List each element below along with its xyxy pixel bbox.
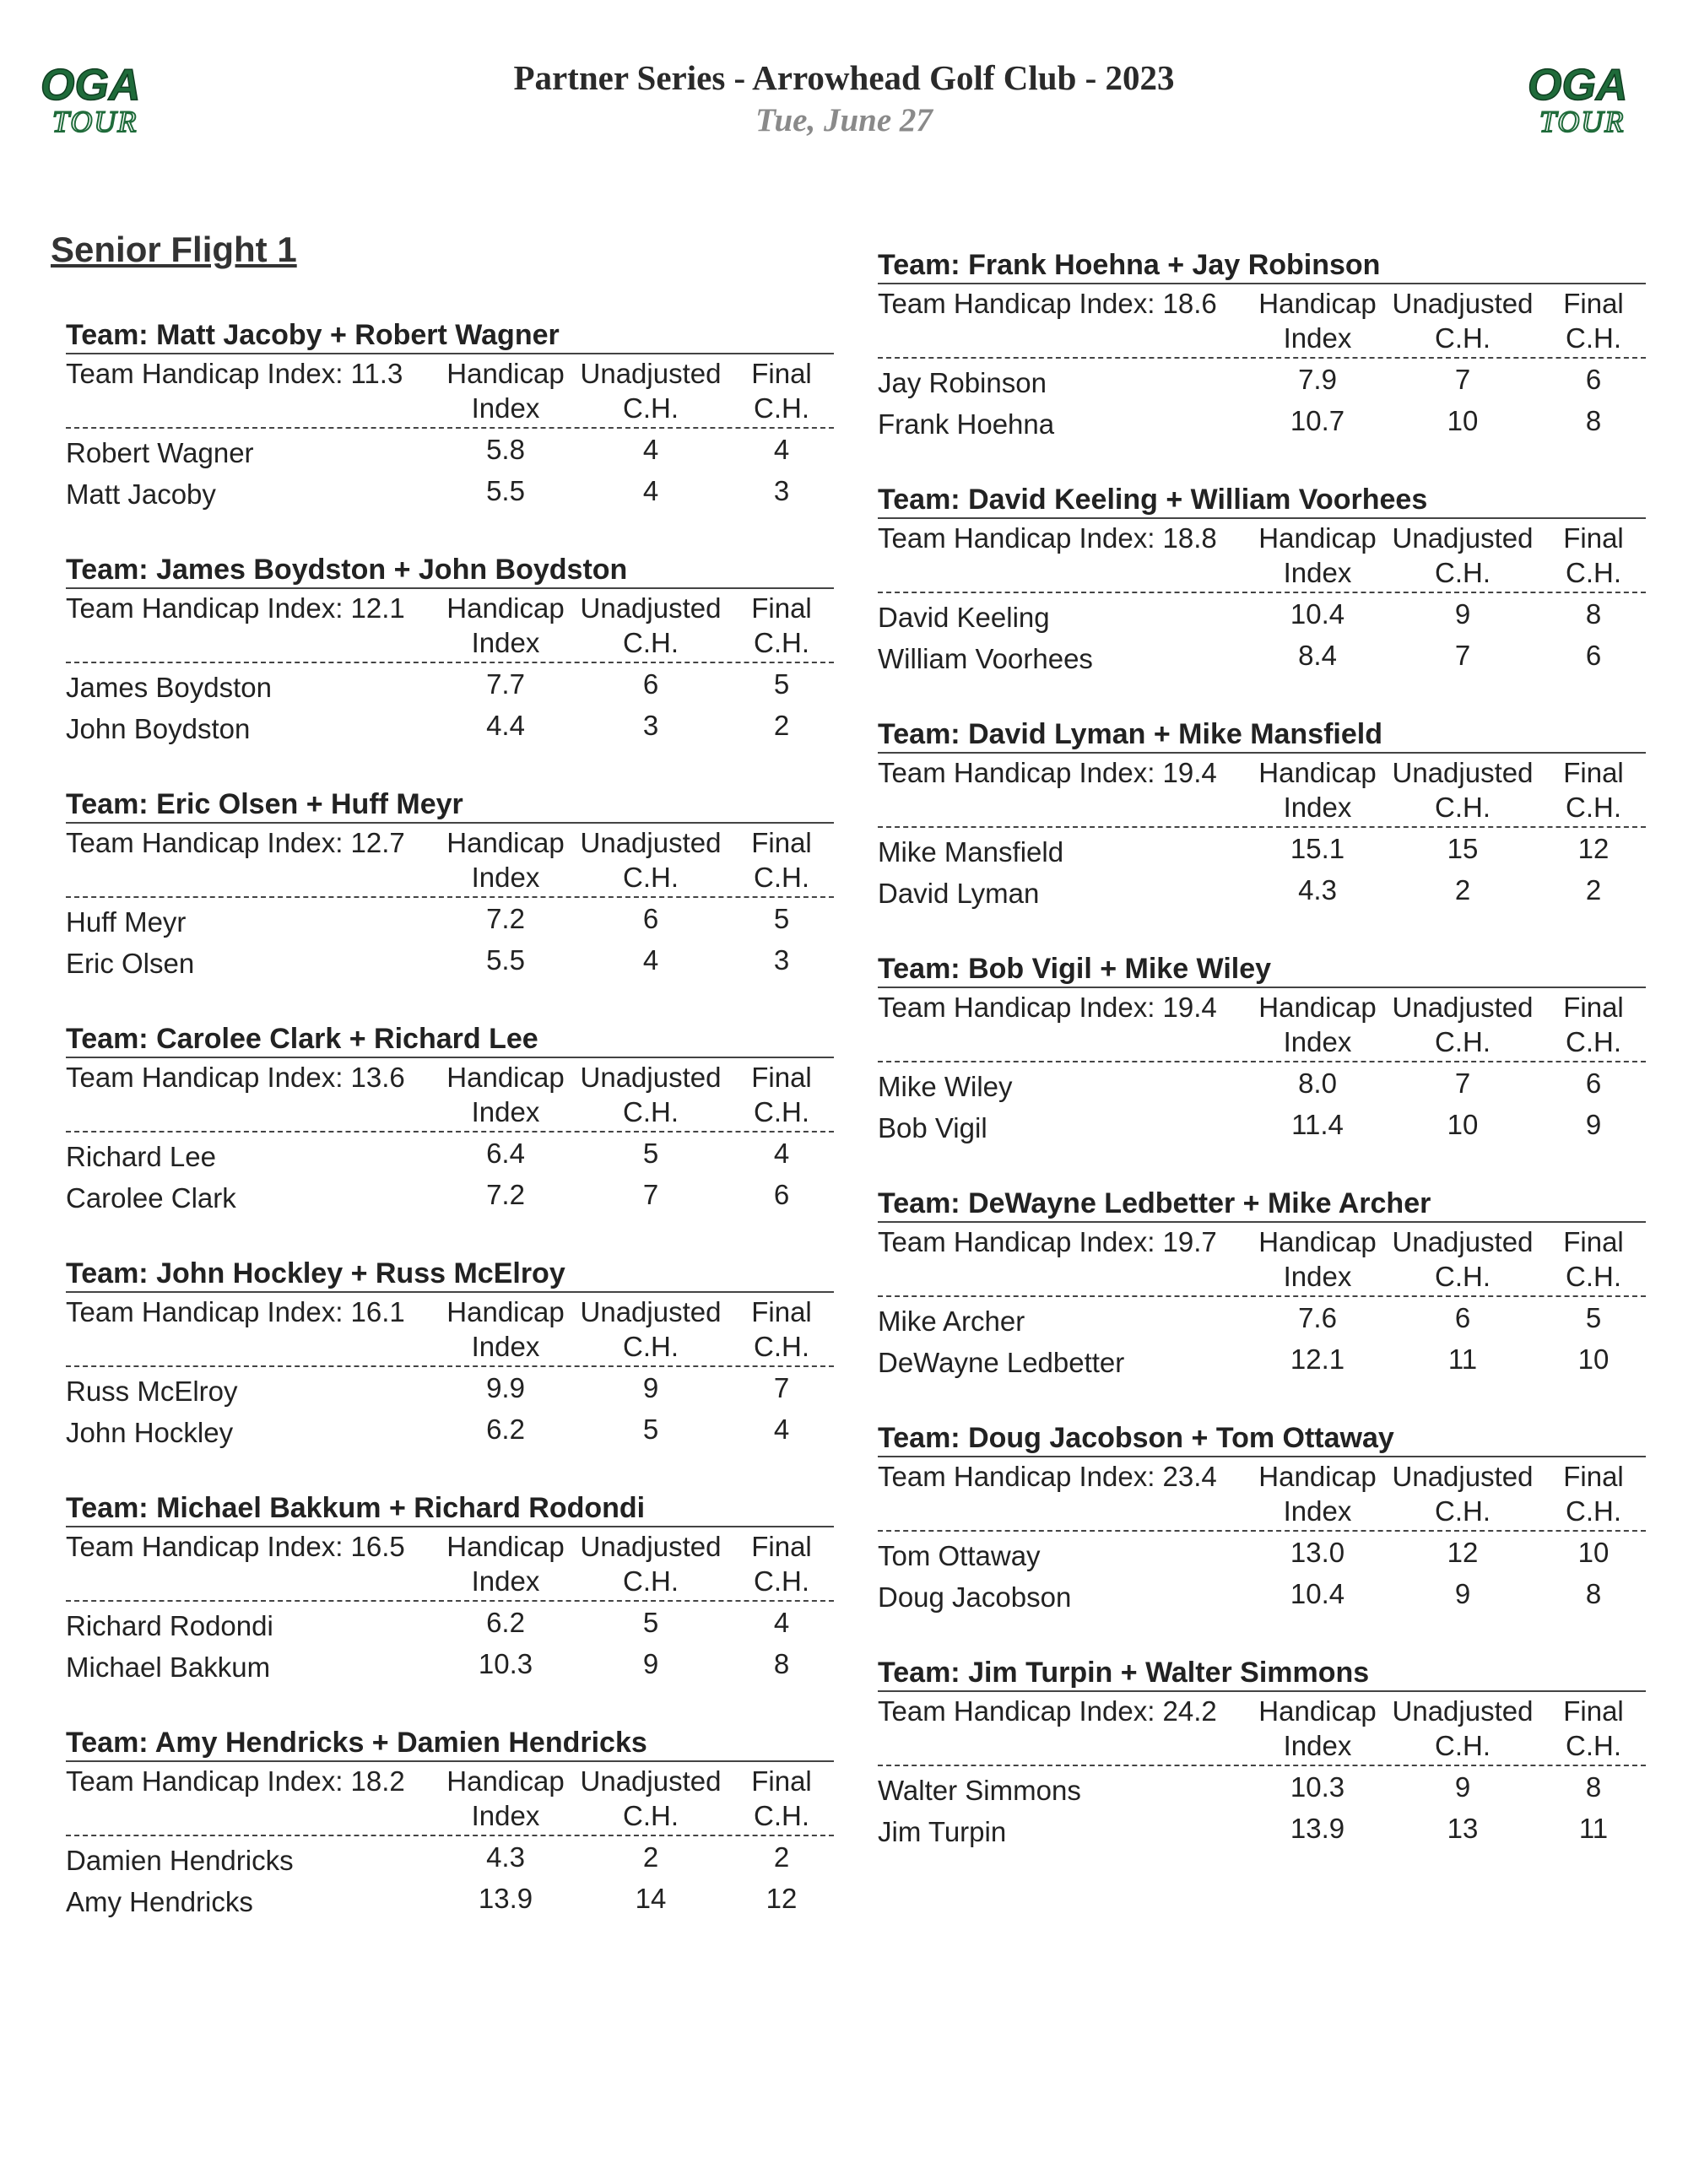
player-unadjusted-ch: 15: [1447, 833, 1479, 864]
player-handicap-index: 4.4: [486, 710, 525, 741]
col-header-final-ch: Final C.H.: [751, 1531, 812, 1597]
player-unadjusted-ch: 12: [1447, 1537, 1479, 1568]
player-final-ch: 11: [1578, 1813, 1609, 1844]
team-header-row: [66, 824, 834, 898]
team-header-row: [66, 1762, 834, 1836]
team-name: Team: Doug Jacobson + Tom Ottaway: [878, 1420, 1646, 1457]
col-header-handicap-index: Handicap Index: [1258, 757, 1377, 823]
player-unadjusted-ch: 10: [1447, 1109, 1479, 1140]
player-row: [66, 898, 834, 939]
player-row: [66, 1133, 834, 1174]
player-name: Michael Bakkum: [66, 1652, 271, 1683]
flight-title: Senior Flight 1: [51, 230, 297, 269]
col-header-unadjusted-ch: Unadjusted C.H.: [1392, 1461, 1534, 1527]
player-handicap-index: 10.7: [1290, 405, 1345, 436]
player-name: Mike Archer: [878, 1306, 1025, 1337]
team-header-row: [66, 1293, 834, 1367]
team-block: [878, 247, 1646, 482]
team-header-row: [66, 1527, 834, 1602]
player-name: Frank Hoehna: [878, 408, 1055, 440]
player-handicap-index: 13.9: [1290, 1813, 1345, 1844]
player-final-ch: 12: [1577, 833, 1610, 864]
col-header-handicap-index: Handicap Index: [1258, 522, 1377, 588]
player-unadjusted-ch: 10: [1447, 405, 1479, 436]
player-name: John Hockley: [66, 1417, 234, 1448]
player-unadjusted-ch: 4: [642, 434, 659, 465]
col-header-unadjusted-ch: Unadjusted C.H.: [580, 827, 722, 893]
player-unadjusted-ch: 4: [642, 944, 659, 976]
player-name: Jay Robinson: [878, 367, 1047, 398]
team-handicap-index: Team Handicap Index: 11.3: [66, 358, 403, 389]
col-header-final-ch: Final C.H.: [1563, 288, 1624, 354]
player-handicap-index: 15.1: [1290, 833, 1345, 864]
col-header-final-ch: Final C.H.: [751, 1062, 812, 1127]
col-header-unadjusted-ch: Unadjusted C.H.: [1392, 1695, 1534, 1761]
player-final-ch: 8: [1585, 598, 1602, 630]
player-final-ch: 4: [773, 1138, 790, 1169]
team-header-row: [878, 284, 1646, 359]
col-header-handicap-index: Handicap Index: [446, 592, 565, 658]
player-row: [878, 635, 1646, 676]
col-header-unadjusted-ch: Unadjusted C.H.: [580, 1531, 722, 1597]
player-unadjusted-ch: 9: [642, 1648, 659, 1679]
player-handicap-index: 8.0: [1298, 1068, 1337, 1099]
team-block: [878, 482, 1646, 716]
team-handicap-index: Team Handicap Index: 12.7: [66, 827, 405, 858]
col-header-handicap-index: Handicap Index: [1258, 288, 1377, 354]
team-handicap-index: Team Handicap Index: 16.5: [66, 1531, 405, 1562]
player-row: [878, 1573, 1646, 1614]
player-final-ch: 12: [766, 1883, 798, 1914]
player-unadjusted-ch: 9: [642, 1372, 659, 1403]
team-name: Team: James Boydston + John Boydston: [66, 552, 834, 589]
player-handicap-index: 9.9: [486, 1372, 525, 1403]
player-name: James Boydston: [66, 672, 272, 703]
team-handicap-index: Team Handicap Index: 19.4: [878, 757, 1217, 788]
player-final-ch: 8: [1585, 1578, 1602, 1609]
col-header-final-ch: Final C.H.: [1563, 757, 1624, 823]
team-handicap-index: Team Handicap Index: 18.2: [66, 1765, 405, 1797]
col-header-handicap-index: Handicap Index: [446, 827, 565, 893]
player-name: Carolee Clark: [66, 1182, 236, 1214]
player-handicap-index: 10.4: [1290, 598, 1345, 630]
team-block: [66, 1725, 834, 1960]
col-header-unadjusted-ch: Unadjusted C.H.: [1392, 288, 1534, 354]
player-final-ch: 8: [1585, 405, 1602, 436]
team-name: Team: Eric Olsen + Huff Meyr: [66, 787, 834, 824]
player-final-ch: 5: [1585, 1302, 1602, 1333]
right-column: [878, 247, 1646, 1889]
player-name: DeWayne Ledbetter: [878, 1347, 1125, 1378]
team-header-row: [66, 354, 834, 429]
team-header-row: [878, 519, 1646, 593]
player-row: [66, 1602, 834, 1643]
team-name: Team: Carolee Clark + Richard Lee: [66, 1021, 834, 1058]
player-row: [878, 1104, 1646, 1145]
col-header-unadjusted-ch: Unadjusted C.H.: [580, 592, 722, 658]
player-name: Mike Mansfield: [878, 836, 1064, 868]
player-name: Robert Wagner: [66, 437, 254, 468]
col-header-final-ch: Final C.H.: [751, 1765, 812, 1831]
player-unadjusted-ch: 4: [642, 475, 659, 506]
player-row: [66, 663, 834, 705]
col-header-final-ch: Final C.H.: [1563, 1695, 1624, 1761]
team-name: Team: John Hockley + Russ McElroy: [66, 1256, 834, 1293]
team-name: Team: David Lyman + Mike Mansfield: [878, 716, 1646, 754]
player-row: [66, 1836, 834, 1878]
player-name: Damien Hendricks: [66, 1845, 294, 1876]
col-header-unadjusted-ch: Unadjusted C.H.: [1392, 1226, 1534, 1292]
player-final-ch: 5: [773, 903, 790, 934]
player-row: [66, 1174, 834, 1215]
player-handicap-index: 13.9: [478, 1883, 533, 1914]
player-unadjusted-ch: 11: [1447, 1343, 1478, 1375]
player-final-ch: 7: [773, 1372, 790, 1403]
player-name: Richard Lee: [66, 1141, 216, 1172]
player-row: [66, 1408, 834, 1450]
team-block: [66, 787, 834, 1021]
team-handicap-index: Team Handicap Index: 23.4: [878, 1461, 1217, 1492]
team-handicap-index: Team Handicap Index: 13.6: [66, 1062, 405, 1093]
team-block: [878, 716, 1646, 951]
player-unadjusted-ch: 13: [1447, 1813, 1479, 1844]
team-handicap-index: Team Handicap Index: 12.1: [66, 592, 405, 624]
col-header-final-ch: Final C.H.: [751, 358, 812, 424]
team-header-row: [66, 589, 834, 663]
col-header-handicap-index: Handicap Index: [446, 358, 565, 424]
player-handicap-index: 7.9: [1298, 364, 1337, 395]
player-name: Richard Rodondi: [66, 1610, 273, 1641]
team-header-row: [878, 1223, 1646, 1297]
col-header-handicap-index: Handicap Index: [446, 1531, 565, 1597]
player-row: [66, 939, 834, 981]
player-handicap-index: 7.6: [1298, 1302, 1337, 1333]
player-handicap-index: 6.2: [486, 1414, 525, 1445]
player-handicap-index: 4.3: [1298, 874, 1337, 905]
player-row: [878, 593, 1646, 635]
team-block: [878, 1420, 1646, 1655]
player-final-ch: 8: [773, 1648, 790, 1679]
col-header-unadjusted-ch: Unadjusted C.H.: [1392, 757, 1534, 823]
team-handicap-index: Team Handicap Index: 24.2: [878, 1695, 1217, 1727]
player-unadjusted-ch: 3: [642, 710, 659, 741]
player-final-ch: 4: [773, 434, 790, 465]
player-name: John Boydston: [66, 713, 251, 744]
player-unadjusted-ch: 5: [642, 1607, 659, 1638]
player-row: [66, 1878, 834, 1919]
player-handicap-index: 5.5: [486, 475, 525, 506]
player-unadjusted-ch: 6: [642, 668, 659, 700]
player-unadjusted-ch: 9: [1454, 598, 1471, 630]
col-header-final-ch: Final C.H.: [1563, 992, 1624, 1057]
player-final-ch: 9: [1585, 1109, 1602, 1140]
player-unadjusted-ch: 7: [642, 1179, 659, 1210]
player-final-ch: 6: [773, 1179, 790, 1210]
team-handicap-index: Team Handicap Index: 19.4: [878, 992, 1217, 1023]
col-header-handicap-index: Handicap Index: [1258, 1226, 1377, 1292]
player-unadjusted-ch: 6: [642, 903, 659, 934]
col-header-final-ch: Final C.H.: [1563, 522, 1624, 588]
col-header-handicap-index: Handicap Index: [446, 1296, 565, 1362]
team-handicap-index: Team Handicap Index: 18.8: [878, 522, 1217, 554]
player-handicap-index: 13.0: [1290, 1537, 1345, 1568]
player-unadjusted-ch: 7: [1454, 1068, 1471, 1099]
player-row: [66, 1367, 834, 1408]
player-row: [878, 1062, 1646, 1104]
team-block: [66, 1021, 834, 1256]
player-handicap-index: 8.4: [1298, 640, 1337, 671]
player-unadjusted-ch: 9: [1454, 1771, 1471, 1803]
player-final-ch: 6: [1585, 640, 1602, 671]
player-unadjusted-ch: 5: [642, 1414, 659, 1445]
col-header-handicap-index: Handicap Index: [446, 1765, 565, 1831]
left-column: [66, 317, 834, 1960]
logo-text-bottom: TOUR: [52, 105, 138, 138]
player-name: Tom Ottaway: [878, 1540, 1041, 1571]
col-header-unadjusted-ch: Unadjusted C.H.: [580, 358, 722, 424]
player-name: Huff Meyr: [66, 906, 187, 938]
col-header-final-ch: Final C.H.: [751, 592, 812, 658]
team-handicap-index: Team Handicap Index: 18.6: [878, 288, 1217, 319]
player-unadjusted-ch: 2: [642, 1841, 659, 1873]
team-name: Team: Frank Hoehna + Jay Robinson: [878, 247, 1646, 284]
player-unadjusted-ch: 6: [1454, 1302, 1471, 1333]
team-name: Team: David Keeling + William Voorhees: [878, 482, 1646, 519]
player-unadjusted-ch: 9: [1454, 1578, 1471, 1609]
col-header-final-ch: Final C.H.: [1563, 1461, 1624, 1527]
team-name: Team: Bob Vigil + Mike Wiley: [878, 951, 1646, 988]
team-name: Team: DeWayne Ledbetter + Mike Archer: [878, 1186, 1646, 1223]
team-handicap-index: Team Handicap Index: 16.1: [66, 1296, 405, 1327]
team-handicap-index: Team Handicap Index: 19.7: [878, 1226, 1217, 1257]
col-header-final-ch: Final C.H.: [751, 1296, 812, 1362]
player-row: [878, 1808, 1646, 1849]
player-final-ch: 3: [773, 944, 790, 976]
team-header-row: [878, 1692, 1646, 1766]
team-block: [66, 1490, 834, 1725]
player-handicap-index: 4.3: [486, 1841, 525, 1873]
player-name: Matt Jacoby: [66, 478, 216, 510]
player-row: [878, 1297, 1646, 1338]
team-header-row: [66, 1058, 834, 1133]
player-row: [878, 359, 1646, 400]
player-final-ch: 10: [1577, 1343, 1610, 1375]
player-row: [66, 705, 834, 746]
logo-text-top: OGA: [41, 61, 141, 110]
player-final-ch: 5: [773, 668, 790, 700]
player-name: Jim Turpin: [878, 1816, 1007, 1847]
player-unadjusted-ch: 7: [1454, 640, 1471, 671]
team-name: Team: Matt Jacoby + Robert Wagner: [66, 317, 834, 354]
player-name: Eric Olsen: [66, 948, 195, 979]
col-header-handicap-index: Handicap Index: [1258, 1461, 1377, 1527]
player-handicap-index: 6.2: [486, 1607, 525, 1638]
player-unadjusted-ch: 5: [642, 1138, 659, 1169]
player-final-ch: 10: [1577, 1537, 1610, 1568]
player-final-ch: 2: [773, 710, 790, 741]
col-header-unadjusted-ch: Unadjusted C.H.: [1392, 522, 1534, 588]
player-row: [66, 429, 834, 470]
team-block: [66, 1256, 834, 1490]
col-header-unadjusted-ch: Unadjusted C.H.: [580, 1062, 722, 1127]
team-block: [66, 552, 834, 787]
player-handicap-index: 10.4: [1290, 1578, 1345, 1609]
player-handicap-index: 10.3: [1290, 1771, 1345, 1803]
team-name: Team: Amy Hendricks + Damien Hendricks: [66, 1725, 834, 1762]
team-header-row: [878, 1457, 1646, 1532]
player-name: Bob Vigil: [878, 1112, 987, 1143]
player-unadjusted-ch: 2: [1454, 874, 1471, 905]
team-block: [878, 951, 1646, 1186]
player-name: David Keeling: [878, 602, 1050, 633]
player-handicap-index: 7.2: [486, 1179, 525, 1210]
player-handicap-index: 5.8: [486, 434, 525, 465]
player-row: [66, 1643, 834, 1684]
col-header-unadjusted-ch: Unadjusted C.H.: [580, 1765, 722, 1831]
col-header-unadjusted-ch: Unadjusted C.H.: [580, 1296, 722, 1362]
team-block: [878, 1186, 1646, 1420]
player-final-ch: 3: [773, 475, 790, 506]
logo-text-bottom: TOUR: [1539, 105, 1626, 138]
player-final-ch: 2: [1585, 874, 1602, 905]
player-handicap-index: 7.2: [486, 903, 525, 934]
col-header-handicap-index: Handicap Index: [1258, 1695, 1377, 1761]
team-block: [878, 1655, 1646, 1889]
col-header-unadjusted-ch: Unadjusted C.H.: [1392, 992, 1534, 1057]
col-header-handicap-index: Handicap Index: [1258, 992, 1377, 1057]
col-header-final-ch: Final C.H.: [751, 827, 812, 893]
player-handicap-index: 11.4: [1291, 1109, 1344, 1140]
player-unadjusted-ch: 7: [1454, 364, 1471, 395]
player-row: [878, 828, 1646, 869]
player-name: Russ McElroy: [66, 1376, 238, 1407]
team-block: [66, 317, 834, 552]
player-final-ch: 4: [773, 1607, 790, 1638]
team-name: Team: Jim Turpin + Walter Simmons: [878, 1655, 1646, 1692]
player-handicap-index: 6.4: [486, 1138, 525, 1169]
col-header-handicap-index: Handicap Index: [446, 1062, 565, 1127]
page-title: Partner Series - Arrowhead Golf Club - 2023: [513, 58, 1175, 97]
logo-text-top: OGA: [1528, 61, 1628, 110]
player-row: [66, 470, 834, 511]
team-header-row: [878, 988, 1646, 1062]
player-final-ch: 4: [773, 1414, 790, 1445]
player-name: Doug Jacobson: [878, 1581, 1072, 1613]
player-name: Walter Simmons: [878, 1775, 1081, 1806]
player-handicap-index: 5.5: [486, 944, 525, 976]
player-row: [878, 1338, 1646, 1380]
player-final-ch: 8: [1585, 1771, 1602, 1803]
col-header-final-ch: Final C.H.: [1563, 1226, 1624, 1292]
event-date: Tue, June 27: [755, 102, 933, 138]
player-final-ch: 2: [773, 1841, 790, 1873]
player-unadjusted-ch: 14: [635, 1883, 667, 1914]
player-handicap-index: 12.1: [1290, 1343, 1345, 1375]
player-row: [878, 869, 1646, 911]
player-final-ch: 6: [1585, 1068, 1602, 1099]
player-handicap-index: 10.3: [478, 1648, 533, 1679]
player-row: [878, 1766, 1646, 1808]
player-name: Amy Hendricks: [66, 1886, 253, 1917]
player-name: Mike Wiley: [878, 1071, 1013, 1102]
player-name: William Voorhees: [878, 643, 1093, 674]
team-name: Team: Michael Bakkum + Richard Rodondi: [66, 1490, 834, 1527]
player-handicap-index: 7.7: [486, 668, 525, 700]
team-header-row: [878, 754, 1646, 828]
player-name: David Lyman: [878, 878, 1040, 909]
player-row: [878, 400, 1646, 441]
player-final-ch: 6: [1585, 364, 1602, 395]
player-row: [878, 1532, 1646, 1573]
